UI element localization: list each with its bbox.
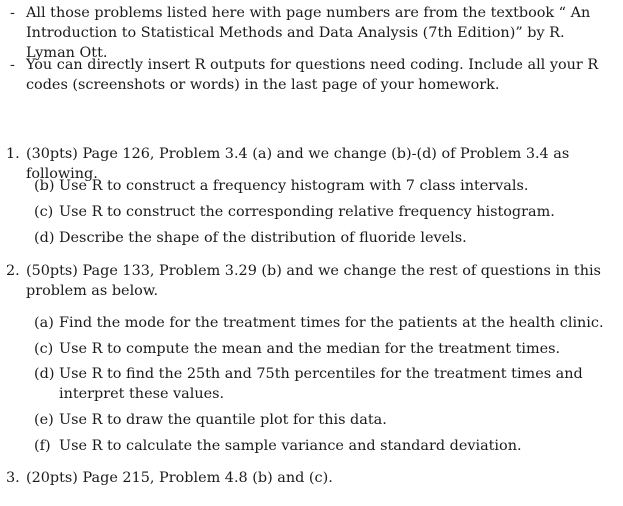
problem-3 bbox=[6, 468, 612, 488]
part-label: (a) bbox=[34, 315, 54, 331]
part-text: Use R to compute the mean and the median for the treatment times. bbox=[59, 341, 561, 357]
note-text: All those problems listed here with page numbers are from the textbook “ An Introduction to Statistical Methods and Data Analysis (7th Edition)” by R. Lyman Ott. bbox=[26, 5, 591, 61]
part-text: Use R to construct a frequency histogram with 7 class intervals. bbox=[59, 178, 529, 194]
problem-1-part-c bbox=[34, 202, 614, 222]
note-marker: - bbox=[10, 57, 15, 73]
problem-1-part-d bbox=[34, 228, 614, 248]
note-r-outputs bbox=[10, 55, 610, 95]
problem-text: (50pts) Page 133, Problem 3.29 (b) and we change the rest of questions in this problem as below. bbox=[26, 263, 601, 299]
part-text: Find the mode for the treatment times for the patients at the health clinic. bbox=[59, 315, 604, 331]
problem-number: 1. bbox=[6, 146, 20, 162]
part-label: (b) bbox=[34, 178, 55, 194]
problem-1-part-b bbox=[34, 176, 614, 196]
problem-2-part-e bbox=[34, 410, 614, 430]
problem-2-part-f bbox=[34, 436, 614, 456]
note-textbook-source bbox=[10, 3, 610, 63]
note-marker: - bbox=[10, 5, 15, 21]
problem-2-part-c bbox=[34, 339, 614, 359]
problem-2-part-a bbox=[34, 313, 614, 333]
problem-number: 3. bbox=[6, 470, 20, 486]
problem-2-part-d bbox=[34, 364, 614, 404]
problem-2 bbox=[6, 261, 612, 301]
part-text: Use R to construct the corresponding relative frequency histogram. bbox=[59, 204, 555, 220]
part-text: Use R to calculate the sample variance and standard deviation. bbox=[59, 438, 522, 454]
part-text: Use R to find the 25th and 75th percentiles for the treatment times and interpret these values. bbox=[59, 366, 583, 402]
part-label: (d) bbox=[34, 230, 55, 246]
problem-text: (20pts) Page 215, Problem 4.8 (b) and (c). bbox=[26, 470, 333, 486]
part-label: (e) bbox=[34, 412, 54, 428]
part-label: (c) bbox=[34, 341, 54, 357]
problem-text: (30pts) Page 126, Problem 3.4 (a) and we change (b)-(d) of Problem 3.4 as following. bbox=[26, 146, 570, 182]
part-text: Use R to draw the quantile plot for this data. bbox=[59, 412, 387, 428]
note-text: You can directly insert R outputs for questions need coding. Include all your R codes (screenshots or words) in the last page of your homework. bbox=[26, 57, 599, 93]
part-label: (c) bbox=[34, 204, 54, 220]
problem-number: 2. bbox=[6, 263, 20, 279]
part-label: (f) bbox=[34, 438, 51, 454]
part-label: (d) bbox=[34, 366, 55, 382]
part-text: Describe the shape of the distribution of fluoride levels. bbox=[59, 230, 467, 246]
